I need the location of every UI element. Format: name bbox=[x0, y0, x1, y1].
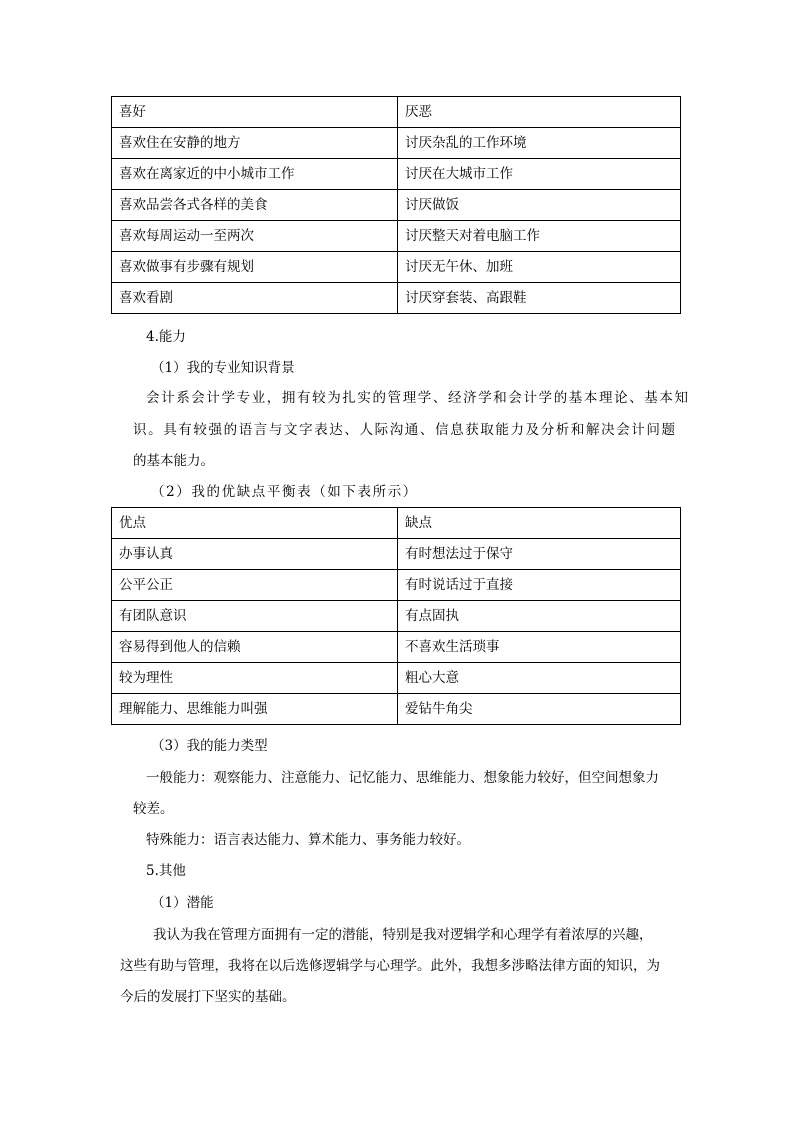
header-dislikes: 厌恶 bbox=[398, 97, 681, 128]
table-row bbox=[112, 539, 681, 570]
strength-cell: 办事认真 bbox=[112, 539, 398, 570]
table-row bbox=[112, 252, 681, 283]
like-cell: 喜欢住在安静的地方 bbox=[112, 128, 398, 159]
weakness-cell: 粗心大意 bbox=[398, 663, 681, 694]
table-header-row bbox=[112, 508, 681, 539]
table-row bbox=[112, 221, 681, 252]
section-4-heading: 4.能力 bbox=[146, 329, 186, 345]
dislike-cell: 讨厌在大城市工作 bbox=[398, 159, 681, 190]
dislike-cell: 讨厌做饭 bbox=[398, 190, 681, 221]
table-header-row bbox=[112, 97, 681, 128]
paragraph-line: 这些有助与管理，我将在以后选修逻辑学与心理学。此外，我想多涉略法律方面的知识，为 bbox=[120, 958, 660, 974]
paragraph-line: 的基本能力。 bbox=[133, 453, 214, 469]
like-cell: 喜欢看剧 bbox=[112, 283, 398, 314]
table-row bbox=[112, 128, 681, 159]
dislike-cell: 讨厌杂乱的工作环境 bbox=[398, 128, 681, 159]
like-cell: 喜欢品尝各式各样的美食 bbox=[112, 190, 398, 221]
table-row bbox=[112, 694, 681, 725]
header-strengths: 优点 bbox=[112, 508, 398, 539]
weakness-cell: 有点固执 bbox=[398, 601, 681, 632]
section-5-heading: 5.其他 bbox=[146, 863, 186, 879]
header-likes: 喜好 bbox=[112, 97, 398, 128]
strength-cell: 较为理性 bbox=[112, 663, 398, 694]
paragraph-line: 今后的发展打下坚实的基础。 bbox=[120, 989, 296, 1005]
strengths-table-heading: （2）我的优缺点平衡表（如下表所示） bbox=[151, 484, 418, 500]
dislike-cell: 讨厌整天对着电脑工作 bbox=[398, 221, 681, 252]
header-weaknesses: 缺点 bbox=[398, 508, 681, 539]
dislike-cell: 讨厌无午休、加班 bbox=[398, 252, 681, 283]
likes-dislikes-table bbox=[111, 96, 681, 314]
strength-cell: 容易得到他人的信赖 bbox=[112, 632, 398, 663]
ability-types-heading: （3）我的能力类型 bbox=[151, 738, 268, 754]
paragraph-line: 会计系会计学专业，拥有较为扎实的管理学、经济学和会计学的基本理论、基本知 bbox=[146, 390, 690, 406]
weakness-cell: 爱钻牛角尖 bbox=[398, 694, 681, 725]
paragraph-line: 特殊能力：语言表达能力、算术能力、事务能力较好。 bbox=[146, 832, 470, 848]
paragraph-line: 一般能力：观察能力、注意能力、记忆能力、思维能力、想象能力较好，但空间想象力 bbox=[146, 770, 659, 786]
strength-cell: 有团队意识 bbox=[112, 601, 398, 632]
strength-cell: 理解能力、思维能力叫强 bbox=[112, 694, 398, 725]
table-row bbox=[112, 190, 681, 221]
table-row bbox=[112, 159, 681, 190]
dislike-cell: 讨厌穿套装、高跟鞋 bbox=[398, 283, 681, 314]
table-row bbox=[112, 283, 681, 314]
like-cell: 喜欢每周运动一至两次 bbox=[112, 221, 398, 252]
table-row bbox=[112, 601, 681, 632]
weakness-cell: 有时想法过于保守 bbox=[398, 539, 681, 570]
professional-background-heading: （1）我的专业知识背景 bbox=[151, 360, 295, 376]
like-cell: 喜欢在离家近的中小城市工作 bbox=[112, 159, 398, 190]
paragraph-line: 较差。 bbox=[133, 801, 174, 817]
strength-cell: 公平公正 bbox=[112, 570, 398, 601]
strengths-weaknesses-table bbox=[111, 507, 681, 725]
like-cell: 喜欢做事有步骤有规划 bbox=[112, 252, 398, 283]
weakness-cell: 不喜欢生活琐事 bbox=[398, 632, 681, 663]
potential-heading: （1）潜能 bbox=[151, 895, 214, 911]
table-row bbox=[112, 663, 681, 694]
paragraph-line: 识。具有较强的语言与文字表达、人际沟通、信息获取能力及分析和解决会计问题 bbox=[133, 422, 677, 438]
paragraph-line: 我认为我在管理方面拥有一定的潜能，特别是我对逻辑学和心理学有着浓厚的兴趣， bbox=[153, 927, 653, 943]
table-row bbox=[112, 632, 681, 663]
weakness-cell: 有时说话过于直接 bbox=[398, 570, 681, 601]
table-row bbox=[112, 570, 681, 601]
